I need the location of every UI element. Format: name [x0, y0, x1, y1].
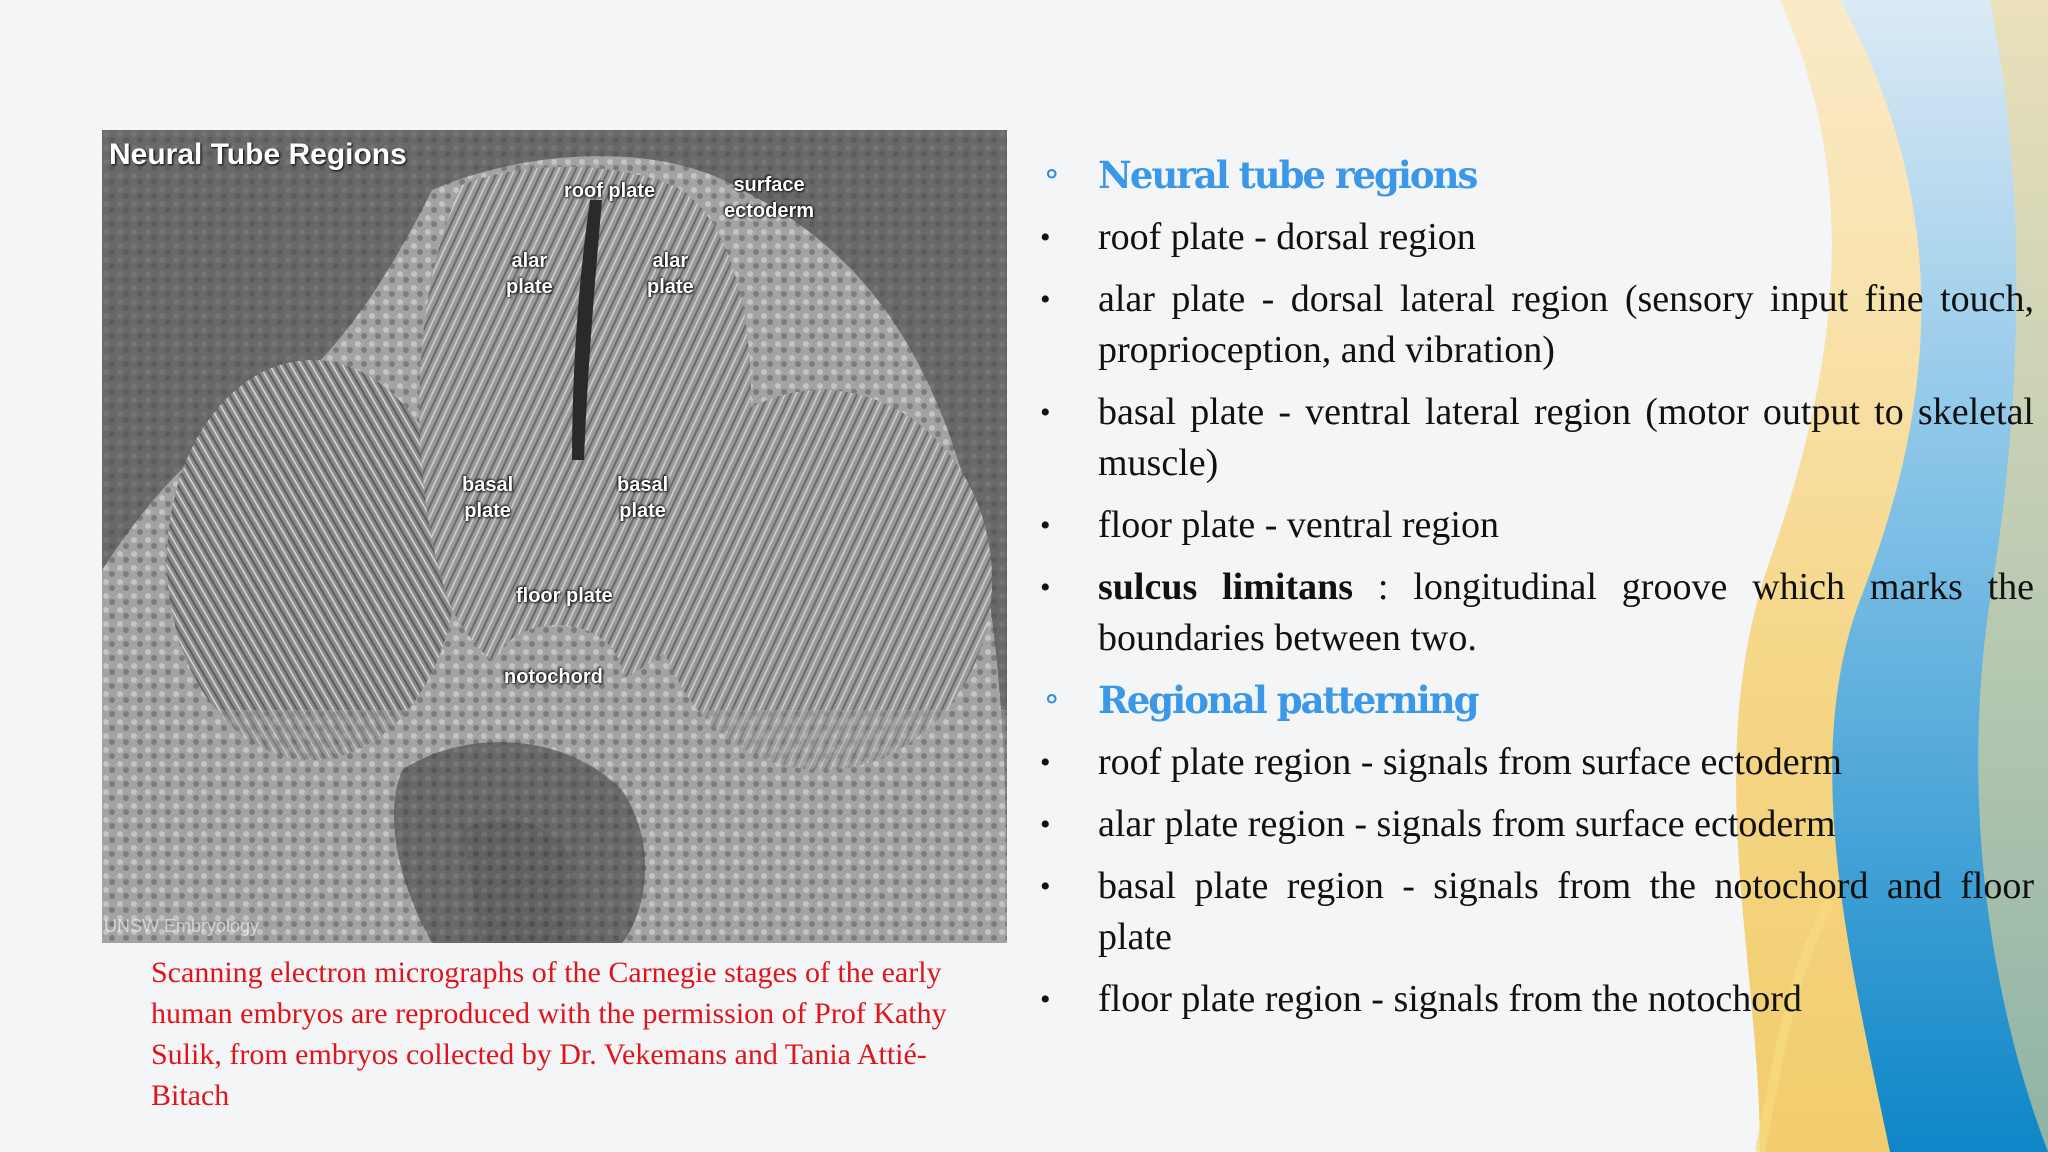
bullet-item: • basal plate - ventral lateral region (motor output to skeletal muscle): [1036, 387, 2034, 489]
label-basal-plate-left: basal plate: [462, 474, 514, 522]
ring-bullet-icon: ⚬: [1040, 685, 1064, 716]
label-floor-plate: floor plate: [516, 585, 613, 607]
bullet-item: • roof plate - dorsal region: [1036, 212, 2034, 263]
dot-bullet-icon: •: [1040, 983, 1051, 1016]
bullet-heading: ⚬ Neural tube regions: [1036, 150, 2034, 201]
dot-bullet-icon: •: [1040, 221, 1051, 254]
dot-bullet-icon: •: [1040, 509, 1051, 542]
dot-bullet-icon: •: [1040, 396, 1051, 429]
dot-bullet-icon: •: [1040, 870, 1051, 903]
dot-bullet-icon: •: [1040, 571, 1051, 604]
bullet-item: • alar plate region - signals from surface ectoderm: [1036, 799, 2034, 850]
bullet-item: [1036, 562, 2034, 664]
sem-micrograph-figure: [102, 130, 1007, 943]
dot-bullet-icon: •: [1040, 746, 1051, 779]
label-alar-plate-right: alar plate: [647, 250, 694, 298]
label-alar-plate-left: alar plate: [506, 250, 553, 298]
bullet-item: • alar plate - dorsal lateral region (sensory input fine touch, proprioception, and vibration): [1036, 274, 2034, 376]
figure-watermark: UNSW Embryology: [104, 916, 260, 936]
label-roof-plate: roof plate: [564, 180, 656, 202]
label-basal-plate-right: basal plate: [617, 474, 669, 522]
tissue-illustration: [102, 130, 1007, 943]
dot-bullet-icon: •: [1040, 808, 1051, 841]
sulcus-limitans-text: sulcus limitans : longitudinal groove which marks the boundaries between two.: [1098, 566, 2035, 659]
figure-caption: Scanning electron micrographs of the Carnegie stages of the early human embryos are reproduced with the permission of Prof Kathy Sulik, from embryos collected by Dr. Vekemans and Tania Attié-Bitach: [151, 956, 947, 1112]
label-surface-ectoderm: surface ectoderm: [724, 174, 815, 222]
label-notochord: notochord: [504, 666, 603, 688]
bullet-item: • floor plate - ventral region: [1036, 500, 2034, 551]
bullet-item: • floor plate region - signals from the notochord: [1036, 974, 2034, 1025]
bullet-item: • roof plate region - signals from surface ectoderm: [1036, 737, 2034, 788]
figure-title: Neural Tube Regions: [109, 138, 407, 171]
bullet-heading: ⚬ Regional patterning: [1036, 675, 2034, 726]
bullet-item: • basal plate region - signals from the notochord and floor plate: [1036, 861, 2034, 963]
dot-bullet-icon: •: [1040, 283, 1051, 316]
bullet-list: [1036, 150, 2034, 1036]
ring-bullet-icon: ⚬: [1040, 160, 1064, 191]
